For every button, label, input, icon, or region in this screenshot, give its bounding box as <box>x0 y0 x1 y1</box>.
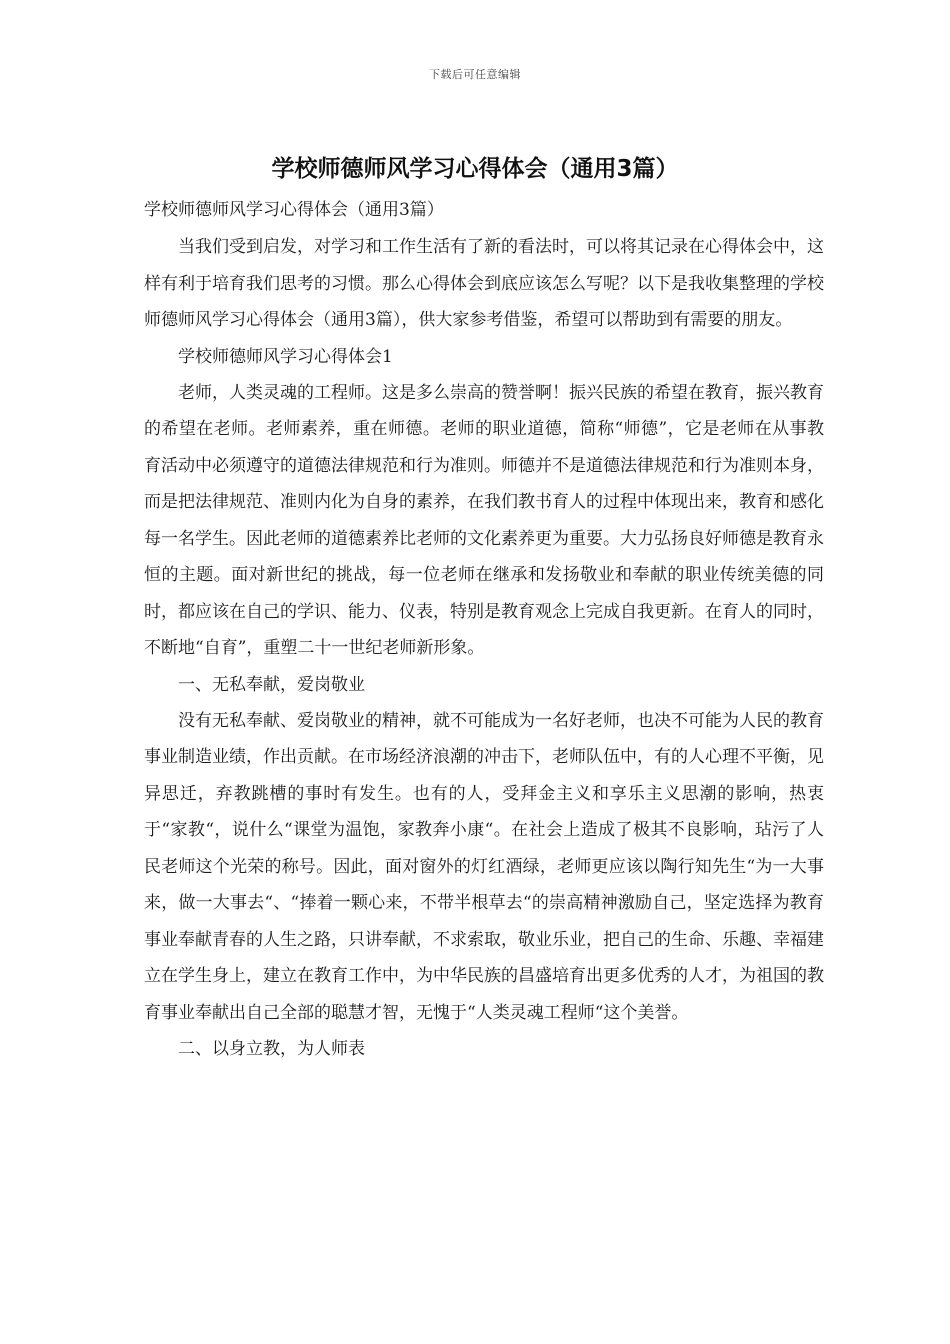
document-subtitle: 学校师德师风学习心得体会（通用3篇） <box>144 200 444 220</box>
section2-heading: 二、以身立教，为人师表 <box>178 1039 365 1059</box>
document-title: 学校师德师风学习心得体会（通用3篇） <box>271 156 679 182</box>
paragraph-1: 老师，人类灵魂的工程师。这是多么崇高的赞誉啊！振兴民族的希望在教育，振兴教育的希望在老师。老师素养，重在师德。老师的职业道德，简称“师德”，它是老师在从事教育活动中必须遵守的道德法律规范和行为准则。师德并不是道德法律规范和行为准则本身，而是把法律规范、准则内化为自身的素养，在我们教书育人的过程中体现出来，教育和感化每一名学生。因此老师的道德素养比老师的文化素养更为重要。大力弘扬良好师德是教育永恒的主题。面对新世纪的挑战，每一位老师在继承和发扬敬业和奉献的职业传统美德的同时，都应该在自己的学识、能力、仪表，特别是教育观念上完成自我更新。在育人的同时，不断地“自育”，重塑二十一世纪老师新形象。 <box>144 382 824 658</box>
header-note: 下载后可任意编辑 <box>429 68 521 81</box>
intro-paragraph: 当我们受到启发，对学习和工作生活有了新的看法时，可以将其记录在心得体会中，这样有利于培育我们思考的习惯。那么心得体会到底应该怎么写呢？以下是我收集整理的学校师德师风学习心得体会（通用3篇），供大家参考借鉴，希望可以帮助到有需要的朋友。 <box>144 237 824 330</box>
paragraph-2: 没有无私奉献、爱岗敬业的精神，就不可能成为一名好老师，也决不可能为人民的教育事业制造业绩，作出贡献。在市场经济浪潮的冲击下，老师队伍中，有的人心理不平衡，见异思迁，弃教跳槽的事时有发生。也有的人，受拜金主义和享乐主义思潮的影响，热衷于“家教“，说什么“课堂为温饱，家教奔小康“。在社会上造成了极其不良影响，玷污了人民老师这个光荣的称号。因此，面对窗外的灯红酒绿，老师更应该以陶行知先生“为一大事来，做一大事去“、“捧着一颗心来，不带半根草去“的崇高精神激励自己，坚定选择为教育事业奉献青春的人生之路，只讲奉献，不求索取，敬业乐业，把自己的生命、乐趣、幸福建立在学生身上，建立在教育工作中，为中华民族的昌盛培育出更多优秀的人才，为祖国的教育事业奉献出自己全部的聪慧才智，无愧于“人类灵魂工程师“这个美誉。 <box>144 710 824 1023</box>
part1-heading: 学校师德师风学习心得体会1 <box>178 346 393 367</box>
document-body <box>144 196 824 1067</box>
section1-heading: 一、无私奉献，爱岗敬业 <box>178 674 365 695</box>
